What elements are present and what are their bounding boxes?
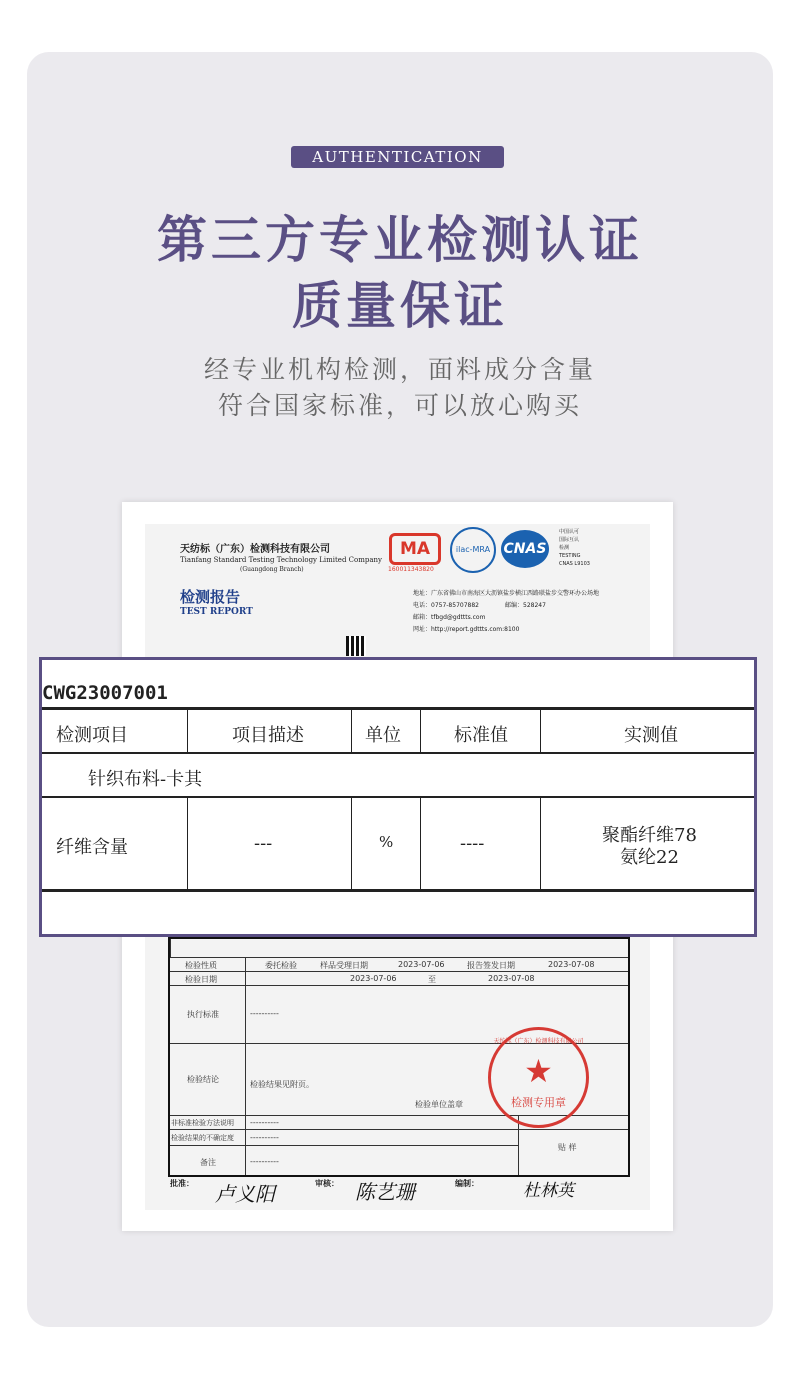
- qr-code: [346, 636, 366, 656]
- conclusion-label: 检验结论: [187, 1075, 219, 1084]
- report-address: 地址：广东省佛山市南海区大沥镇盐步横江西路联盐步交警环办公场地: [413, 590, 600, 597]
- column-header-standard: 标准值: [454, 725, 508, 746]
- cma-logo: MA: [389, 533, 441, 565]
- inspect-date-to-word: 至: [428, 975, 436, 984]
- column-header-measured: 实测值: [624, 725, 678, 746]
- authentication-badge: AUTHENTICATION: [291, 146, 504, 168]
- report-date-label: 报告签发日期: [467, 961, 515, 970]
- subtitle-line1: 经专业机构检测，面料成分含量: [203, 355, 596, 384]
- sample-name: 针织布料-卡其: [88, 769, 203, 790]
- report-website: 网址：http://report.gdttts.com:8100: [413, 626, 520, 633]
- report-email: 邮箱：tfbgd@gdttts.com: [413, 614, 486, 621]
- company-branch: (Guangdong Branch): [240, 566, 304, 573]
- inspect-date-label: 检验日期: [185, 975, 217, 984]
- cnas-logo: CNAS: [501, 530, 549, 568]
- standard-value: ----------: [250, 1009, 279, 1018]
- cma-number: 160011343820: [388, 566, 434, 573]
- seal-bottom-text: 检测专用章: [511, 1096, 566, 1109]
- report-title-en: TEST REPORT: [180, 607, 253, 617]
- report-number: CWG23007001: [42, 682, 168, 704]
- page-title-line1: 第三方专业检测认证: [157, 211, 643, 269]
- conclusion-value: 检验结果见附页。: [250, 1080, 314, 1089]
- result-item: 纤维含量: [56, 837, 128, 858]
- column-header-unit: 单位: [365, 725, 401, 746]
- standard-label: 执行标准: [187, 1010, 219, 1019]
- result-unit: %: [379, 833, 394, 851]
- remark-label: 备注: [200, 1158, 216, 1167]
- result-measured-line2: 氨纶22: [620, 847, 679, 868]
- report-phone: 电话：0757-85707882: [413, 602, 479, 609]
- company-name-cn: 天纺标（广东）检测科技有限公司: [180, 544, 330, 555]
- result-measured-line1: 聚酯纤维78: [602, 825, 697, 846]
- inspect-date-from: 2023-07-06: [350, 974, 397, 983]
- stamp-note: 检验单位盖章: [415, 1100, 463, 1109]
- cert-info: 中国认可 国际互认 检测 TESTING CNAS L9103: [559, 529, 590, 567]
- report-postcode: 邮编：528247: [505, 602, 546, 609]
- report-title-cn: 检测报告: [180, 588, 241, 606]
- subtitle-line2: 符合国家标准，可以放心购买: [217, 391, 582, 420]
- ilac-mra-logo: ilac-MRA: [450, 527, 496, 573]
- inspection-seal: [488, 1027, 589, 1128]
- company-name-en: Tianfang Standard Testing Technology Limited Company: [180, 556, 382, 564]
- remark-value: ----------: [250, 1157, 279, 1166]
- result-description: ---: [254, 833, 273, 854]
- nonstandard-value: ----------: [250, 1118, 279, 1127]
- review-signature: 陈艺珊: [355, 1180, 415, 1204]
- inspect-type-value: 委托检验: [265, 961, 297, 970]
- compile-label: 编制：: [455, 1179, 479, 1188]
- report-date-value: 2023-07-08: [548, 960, 595, 969]
- seal-star-icon: ★: [524, 1052, 553, 1090]
- sample-date-label: 样品受理日期: [320, 961, 368, 970]
- column-header-description: 项目描述: [232, 725, 304, 746]
- result-standard: ----: [460, 833, 485, 854]
- review-label: 审核：: [315, 1179, 339, 1188]
- uncertainty-label: 检验结果的不确定度: [171, 1134, 234, 1142]
- inspect-type-label: 检验性质: [185, 961, 217, 970]
- sample-date-value: 2023-07-06: [398, 960, 445, 969]
- uncertainty-value: ----------: [250, 1133, 279, 1142]
- inspect-date-to: 2023-07-08: [488, 974, 535, 983]
- approve-signature: 卢义阳: [215, 1182, 275, 1206]
- page-title-line2: 质量保证: [292, 277, 508, 335]
- zoomed-result-table: [39, 657, 757, 937]
- sample-tag: 贴 样: [558, 1143, 577, 1152]
- approve-label: 批准：: [170, 1179, 194, 1188]
- nonstandard-label: 非标准检验方法说明: [171, 1119, 234, 1127]
- compile-signature: 杜林英: [523, 1181, 574, 1201]
- seal-ring-text: 天纺标（广东）检测科技有限公司: [493, 1038, 584, 1045]
- column-header-item: 检测项目: [56, 725, 128, 746]
